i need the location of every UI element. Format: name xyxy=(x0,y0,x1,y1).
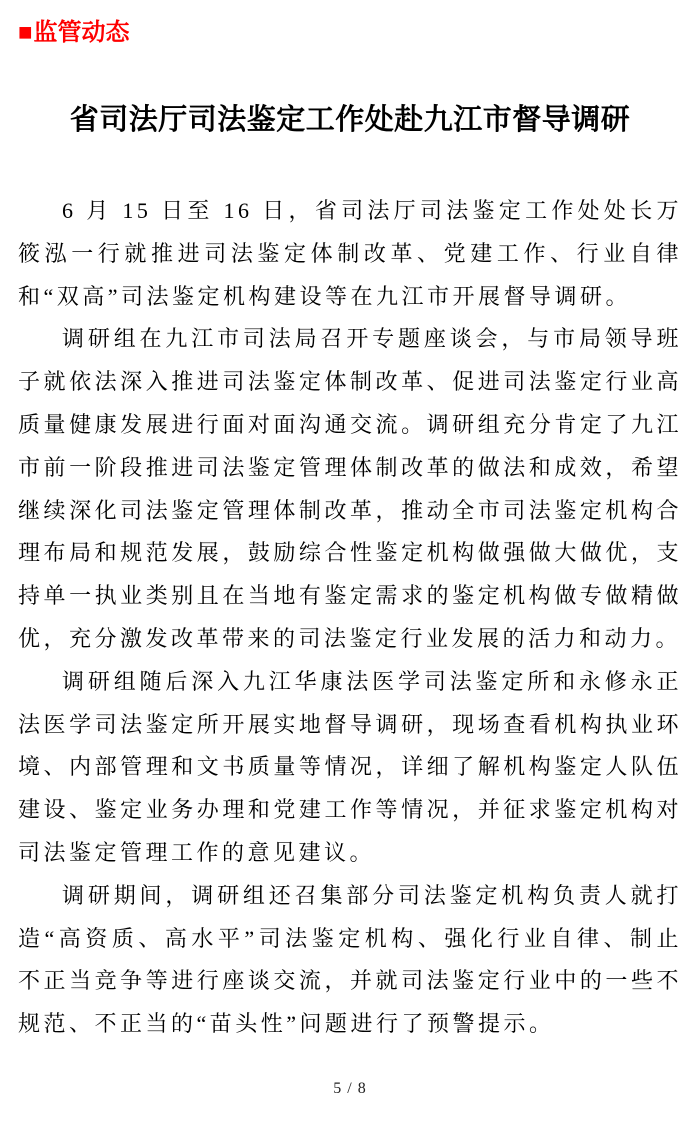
article-paragraph: 调研期间，调研组还召集部分司法鉴定机构负责人就打造“高资质、高水平”司法鉴定机构、强化行业自律、制止不正当竞争等进行座谈交流，并就司法鉴定行业中的一些不规范、不正当的“苗头性”问题进行了预警提示。 xyxy=(18,882,682,1037)
article-paragraph: 调研组随后深入九江华康法医学司法鉴定所和永修永正法医学司法鉴定所开展实地督导调研，现场查看机构执业环境、内部管理和文书质量等情况，详细了解机构鉴定人队伍建设、鉴定业务办理和党建工作等情况，并征求鉴定机构对司法鉴定管理工作的意见建议。 xyxy=(18,668,682,865)
article-body xyxy=(18,190,682,1046)
section-header xyxy=(18,19,130,47)
section-header-label: 监管动态 xyxy=(33,19,130,46)
article-paragraph: 调研组在九江市司法局召开专题座谈会，与市局领导班子就依法深入推进司法鉴定体制改革、促进司法鉴定行业高质量健康发展进行面对面沟通交流。调研组充分肯定了九江市前一阶段推进司法鉴定管理体制改革的做法和成效，希望继续深化司法鉴定管理体制改革，推动全市司法鉴定机构合理布局和规范发展，鼓励综合性鉴定机构做强做大做优，支持单一执业类别且在当地有鉴定需求的鉴定机构做专做精做优，充分激发改革带来的司法鉴定行业发展的活力和动力。 xyxy=(18,326,682,651)
page-number: 5 / 8 xyxy=(333,1080,367,1097)
red-square-icon: ■ xyxy=(18,19,33,46)
article-paragraph: 6 月 15 日至 16 日，省司法厅司法鉴定工作处处长万筱泓一行就推进司法鉴定体制改革、党建工作、行业自律和“双高”司法鉴定机构建设等在九江市开展督导调研。 xyxy=(18,198,682,309)
page-footer xyxy=(0,1080,700,1098)
article-title: 省司法厅司法鉴定工作处赴九江市督导调研 xyxy=(69,104,631,136)
